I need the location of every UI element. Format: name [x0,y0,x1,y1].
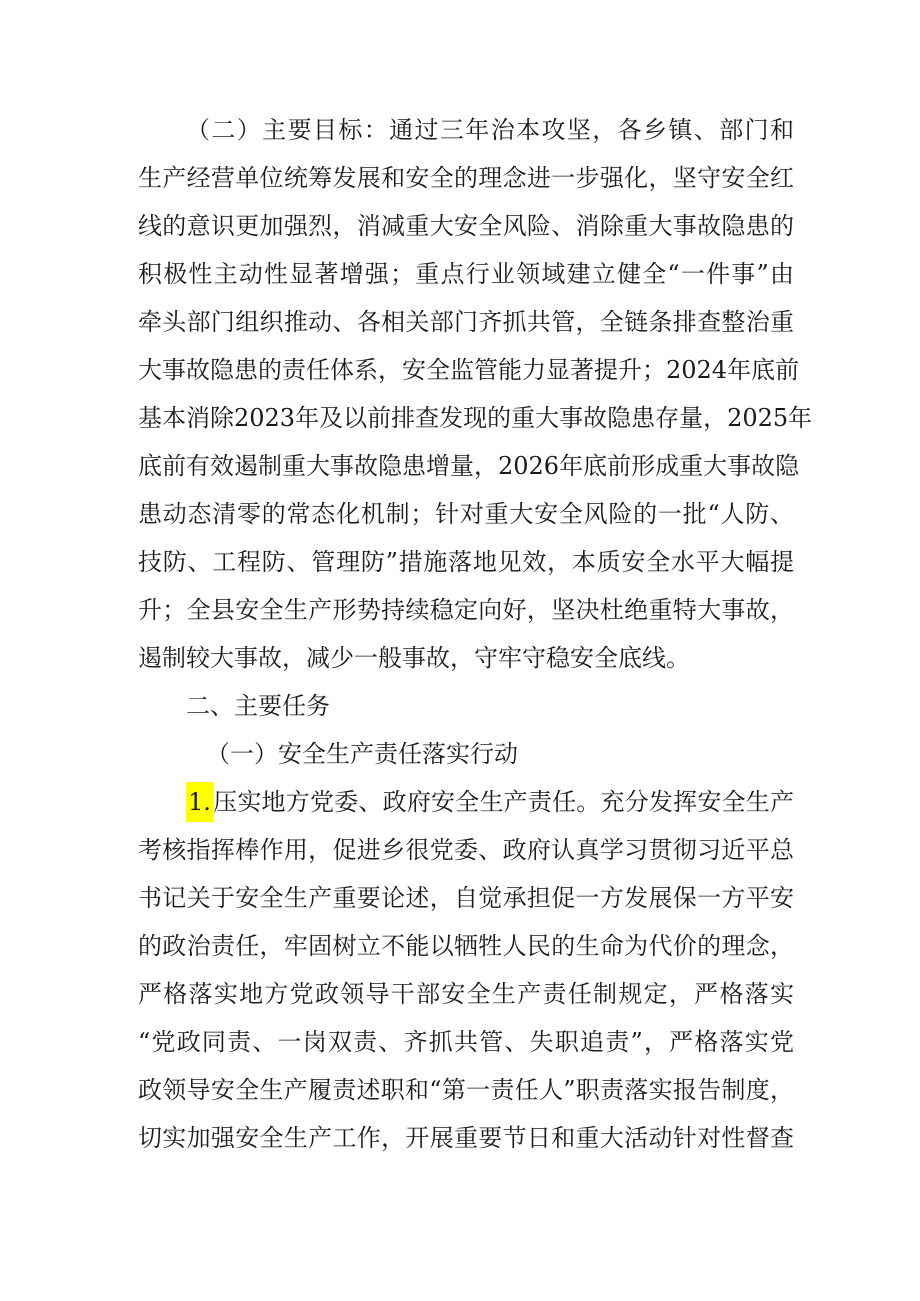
line-text-rest: 压实地方党委、政府安全生产责任。充分发挥安全生产 [212,788,794,816]
line-text: 生产经营单位统筹发展和安全的理念进一步强化，坚守安全红 [138,164,794,192]
paragraph-line [0,778,920,826]
paragraph-line [0,538,920,586]
line-text: 线的意识更加强烈，消减重大安全风险、消除重大事故隐患的 [138,212,794,240]
line-text: 技防、工程防、管理防”措施落地见效，本质安全水平大幅提 [138,548,794,576]
paragraph-line [0,154,920,202]
line-text: 考核指挥棒作用，促进乡很党委、政府认真学习贯彻习近平总 [138,836,794,864]
line-text: 政领导安全生产履责述职和“第一责任人”职责落实报告制度， [138,1076,794,1104]
line-text: 积极性主动性显著增强；重点行业领域建立健全“一件事”由 [138,260,794,288]
subsection-heading [0,730,920,778]
line-text: 升；全县安全生产形势持续稳定向好，坚决杜绝重特大事故， [138,596,794,624]
paragraph-line [0,1018,920,1066]
paragraph-line [0,922,920,970]
line-text: 大事故隐患的责任体系，安全监管能力显著提升；2024年底前 [138,356,800,384]
section-heading [0,682,920,730]
line-text: 患动态清零的常态化机制；针对重大安全风险的一批“人防、 [138,500,794,528]
line-text [186,778,794,826]
paragraph-line [0,1066,920,1114]
paragraph-line [0,634,920,682]
paragraph-line [0,298,920,346]
paragraph-line [0,586,920,634]
paragraph-line [0,826,920,874]
paragraph-line [0,1114,920,1162]
line-text: 的政治责任，牢固树立不能以牺牲人民的生命为代价的理念， [138,932,794,960]
paragraph-line [0,250,920,298]
line-text: 严格落实地方党政领导干部安全生产责任制规定，严格落实 [138,980,794,1008]
paragraph-line [0,490,920,538]
line-text: 牵头部门组织推动、各相关部门齐抓共管，全链条排查整治重 [138,308,794,336]
line-text: 基本消除2023年及以前排查发现的重大事故隐患存量，2025年 [138,404,813,432]
paragraph-line [0,442,920,490]
section-heading-text: 二、主要任务 [186,692,330,720]
line-text: 书记关于安全生产重要论述，自觉承担促一方发展保一方平安 [138,884,794,912]
paragraph-line [0,202,920,250]
line-text: 切实加强安全生产工作，开展重要节日和重大活动针对性督查 [138,1124,794,1152]
line-text: 底前有效遏制重大事故隐患增量，2026年底前形成重大事故隐 [138,452,800,480]
paragraph-line [0,970,920,1018]
paragraph-line [0,394,920,442]
highlighted-item-number: 1. [186,782,213,822]
line-text: “党政同责、一岗双责、齐抓共管、失职追责”，严格落实党 [138,1028,794,1056]
paragraph-line [0,346,920,394]
paragraph-line [0,874,920,922]
paragraph-line [0,106,920,154]
line-text: 遏制较大事故，减少一般事故，守牢守稳安全底线。 [138,644,690,672]
subsection-heading-text: （一）安全生产责任落实行动 [206,740,518,768]
line-text: （二）主要目标：通过三年治本攻坚，各乡镇、部门和 [186,116,794,144]
